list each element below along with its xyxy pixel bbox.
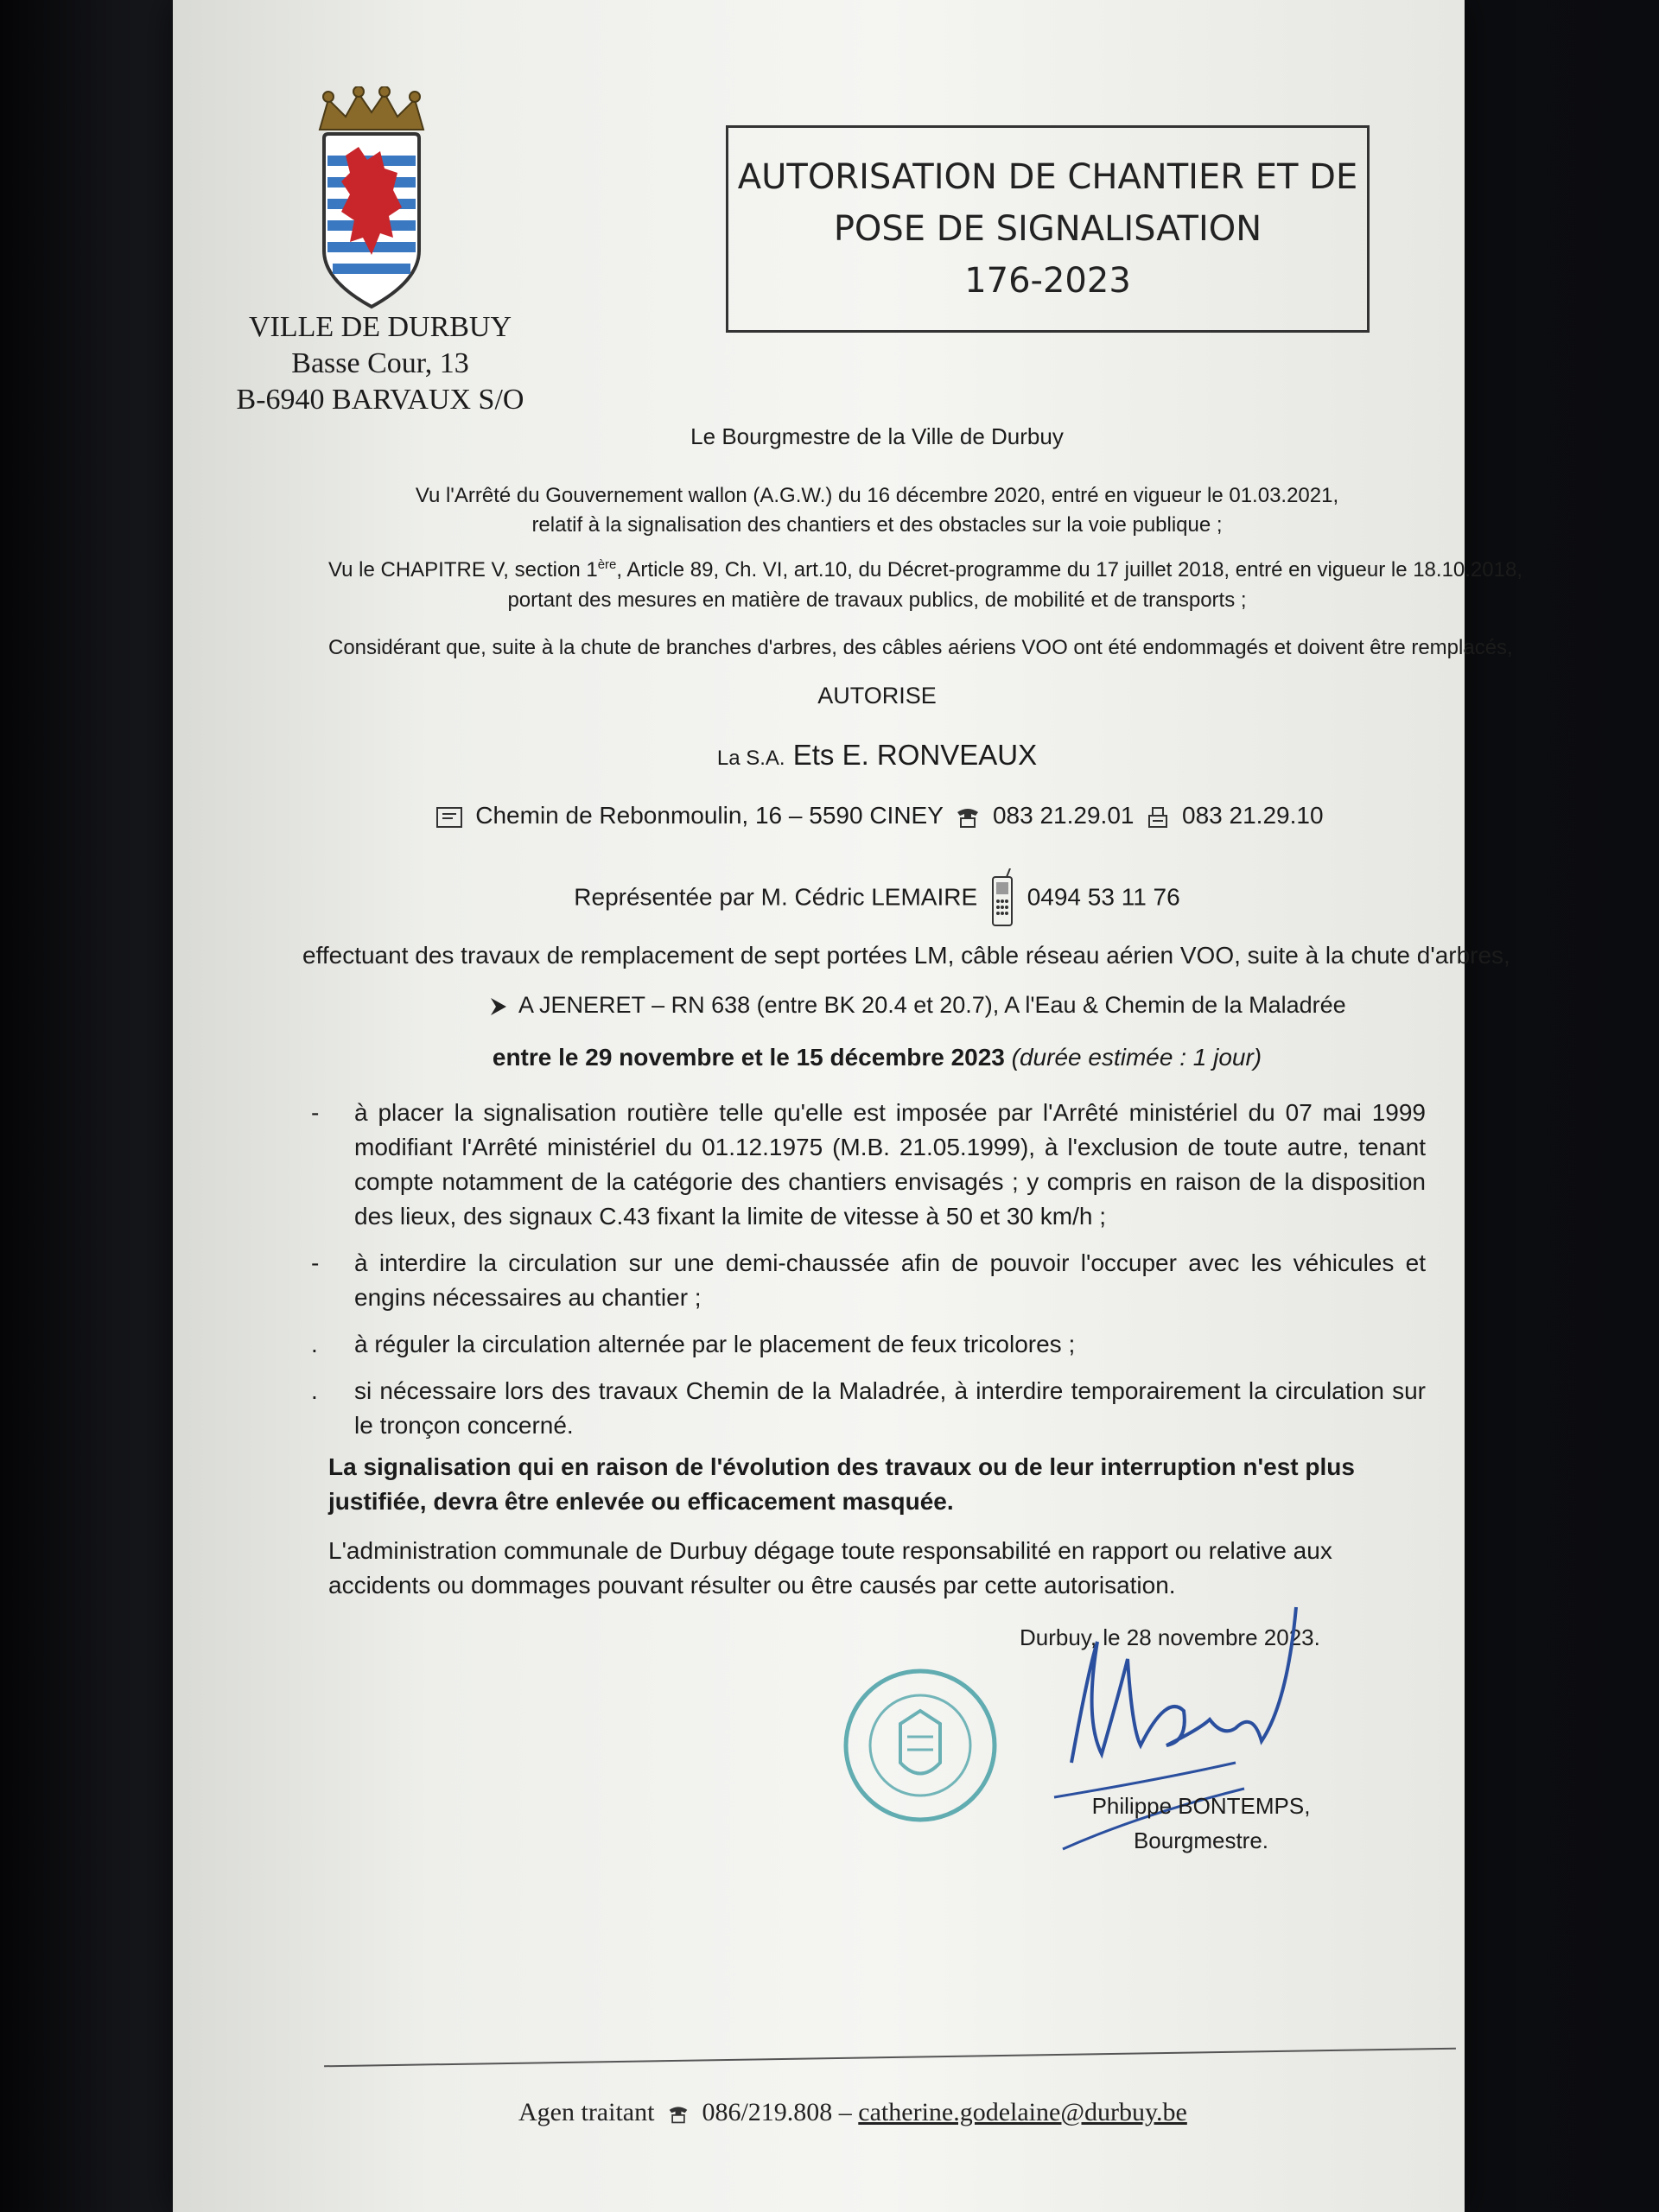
list-bullet: . — [311, 1331, 318, 1357]
org-name: VILLE DE DURBUY — [248, 311, 512, 343]
mobile-phone-icon — [989, 868, 1015, 929]
place-and-date: Durbuy, le 28 novembre 2023. — [1020, 1624, 1320, 1650]
list-item-text: à placer la signalisation routière telle qu'elle est imposée par l'Arrêté ministériel du 07 mai 1999 modifiant l'Arrêté ministériel du 01.12.1975 (M.B. 21.05.1999), à l'exclusion de toute autre, tenant compte notamment de la catégorie des chantiers envisagés ; y compris en raison de la disposition des lieux, des signaux C.43 fixant la limite de vitesse à 50 et 30 km/h ; — [354, 1099, 1426, 1230]
phone-icon — [666, 2104, 690, 2125]
title-line-1: AUTORISATION DE CHANTIER ET DE — [737, 157, 1358, 197]
location: A JENERET – RN 638 (entre BK 20.4 et 20.7), A l'Eau & Chemin de la Maladrée — [518, 992, 1346, 1018]
list-bullet: - — [311, 1249, 320, 1276]
mailbox-icon — [435, 805, 463, 830]
recital-3: Considérant que, suite à la chute de branches d'arbres, des câbles aériens VOO ont été endommagés et doivent être remplacés, — [328, 636, 1513, 659]
footer-contact — [518, 2098, 1187, 2127]
representative: Représentée par M. Cédric LEMAIRE — [574, 883, 978, 911]
list-item — [311, 1327, 1426, 1362]
list-bullet: - — [311, 1099, 320, 1126]
company-fax: 083 21.29.10 — [1182, 802, 1324, 829]
list-item-text: à interdire la circulation sur une demi-chaussée afin de pouvoir l'occuper avec les véhicules et engins nécessaires au chantier ; — [354, 1249, 1426, 1311]
document-title-box — [726, 125, 1370, 333]
works-description: effectuant des travaux de remplacement de sept portées LM, câble réseau aérien VOO, suite à la chute d'arbres, — [302, 942, 1510, 969]
signatory — [1046, 1789, 1357, 1858]
company-contact — [328, 802, 1426, 830]
representative-line — [328, 868, 1426, 929]
issuer: Le Bourgmestre de la Ville de Durbuy — [690, 423, 1064, 449]
company-prefix: La S.A. — [716, 747, 785, 770]
signatory-role: Bourgmestre. — [1133, 1827, 1269, 1853]
footer-divider — [324, 2048, 1456, 2068]
date-range: entre le 29 novembre et le 15 décembre 2023 — [492, 1044, 1005, 1071]
list-item-text: à réguler la circulation alternée par le placement de feux tricolores ; — [354, 1331, 1076, 1357]
liability-note: L'administration communale de Durbuy dégage toute responsabilité en rapport ou relative aux accidents ou dommages pouvant résulter ou être causés par cette autorisation. — [328, 1537, 1332, 1599]
document-page — [173, 0, 1522, 2212]
location-line — [484, 992, 1434, 1019]
company-line — [328, 739, 1426, 772]
list-item-text: si nécessaire lors des travaux Chemin de la Maladrée, à interdire temporairement la circulation sur le tronçon concerné. — [354, 1377, 1426, 1439]
fax-icon — [1146, 805, 1170, 830]
org-street: Basse Cour, 13 — [291, 347, 469, 379]
footer-phone: 086/219.808 — [702, 2098, 833, 2126]
list-item — [311, 1096, 1426, 1234]
footer-email-link[interactable]: catherine.godelaine@durbuy.be — [858, 2098, 1187, 2126]
recital-2-part-a: Vu le CHAPITRE V, section 1 — [328, 558, 598, 582]
recital-2-line-1 — [328, 557, 1522, 582]
signage-removal-note: La signalisation qui en raison de l'évolution des travaux ou de leur interruption n'est plus justifiée, devra être enlevée ou efficacement masquée. — [328, 1453, 1355, 1515]
recital-2-part-b: , Article 89, Ch. VI, art.10, du Décret-programme du 17 juillet 2018, entré en vigueur le 18.10.2018, — [616, 558, 1522, 582]
recital-1-line-2: relatif à la signalisation des chantiers et des obstacles sur la voie publique ; — [531, 513, 1223, 537]
company-phone: 083 21.29.01 — [992, 802, 1135, 829]
signatory-name: Philippe BONTEMPS, — [1091, 1793, 1311, 1819]
list-item — [311, 1246, 1426, 1315]
arrow-bullet-icon — [489, 996, 508, 1017]
list-bullet: . — [311, 1377, 318, 1404]
official-stamp-icon — [838, 1663, 1002, 1827]
phone-icon — [955, 805, 981, 830]
municipality-address — [233, 309, 527, 418]
company-name: Ets E. RONVEAUX — [792, 739, 1038, 771]
list-item — [311, 1374, 1426, 1443]
company-address: Chemin de Rebonmoulin, 16 – 5590 CINEY — [475, 802, 944, 829]
recital-2-superscript: ère — [597, 557, 617, 572]
duration: (durée estimée : 1 jour) — [1011, 1044, 1262, 1071]
representative-mobile: 0494 53 11 76 — [1027, 883, 1180, 911]
title-number: 176-2023 — [964, 261, 1131, 301]
footer-separator: – — [838, 2098, 852, 2126]
dates-line — [328, 1044, 1426, 1071]
footer-label: Agen traitant — [518, 2098, 655, 2126]
org-city: B-6940 BARVAUX S/O — [236, 384, 524, 416]
authorise-heading: AUTORISE — [817, 683, 937, 709]
recital-2-line-2: portant des mesures en matière de travaux publics, de mobilité et de transports ; — [507, 588, 1247, 612]
conditions-list — [311, 1096, 1426, 1455]
recital-1-line-1: Vu l'Arrêté du Gouvernement wallon (A.G.W.) du 16 décembre 2020, entré en vigueur le 01.03.2021, — [415, 484, 1339, 507]
title-line-2: POSE DE SIGNALISATION — [833, 209, 1262, 249]
crest-icon — [311, 86, 432, 320]
